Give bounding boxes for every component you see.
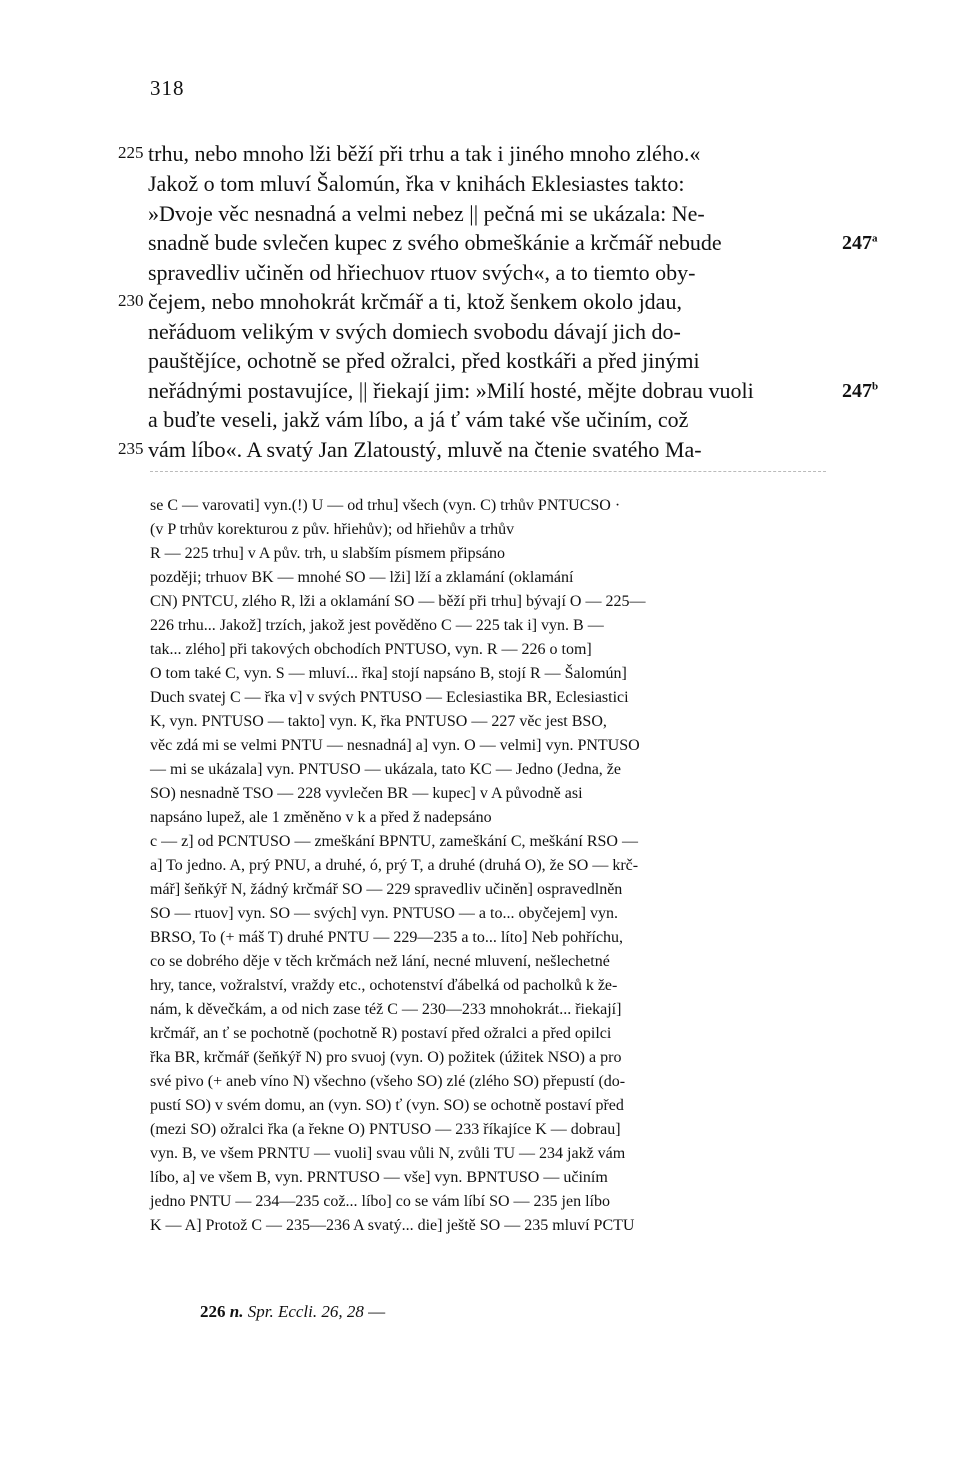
apparatus-line: SO) nesnadně TSO — 228 vyvlečen BR — kupec] v A původně asi — [150, 785, 583, 802]
apparatus-line: (mezi SO) ožralci řka (a řekne O) PNTUSO — 233 říkajíce K — dobrau] — [150, 1121, 621, 1138]
apparatus-line: nám, k děvečkám, a od nich zase též C — 230—233 mnohokrát... řiekají] — [150, 1001, 622, 1018]
main-text-line: neřádnými postavujíce, || řiekají jim: »Milí hosté, mějte dobrau vuoli — [148, 378, 754, 403]
margin-folio-suffix: a — [872, 232, 878, 245]
footnote-line-number: 226 — [200, 1302, 226, 1321]
apparatus-line: K — A] Protož C — 235—236 A svatý... die] ještě SO — 235 mluví PCTU — [150, 1217, 635, 1234]
apparatus-line: hry, tance, vožralství, vraždy etc., ochotenství ďábelká od pacholků k že- — [150, 977, 618, 994]
main-text-line: a buďte veseli, jakž vám líbo, a já ť vám také vše učiním, což — [148, 407, 689, 432]
main-text-line: vám líbo«. A svatý Jan Zlatoustý, mluvě na čtenie svatého Ma- — [148, 437, 702, 462]
apparatus-line: Duch svatej C — řka v] v svých PNTUSO — Eclesiastika BR, Eclesiastici — [150, 689, 629, 706]
footnote-reference: Spr. Eccli. 26, 28 — [247, 1302, 364, 1321]
apparatus-line: napsáno lupež, ale 1 změněno v k a před ž nadepsáno — [150, 809, 492, 826]
footnote-dash: — — [368, 1302, 386, 1321]
apparatus-line: tak... zlého] při takových obchodích PNTUSO, vyn. R — 226 o tom] — [150, 641, 592, 658]
main-text-line: spravedliv učiněn od hřiechuov rtuov svých«, a to tiemto oby- — [148, 260, 696, 285]
main-text-line: pauštějíce, ochotně se před ožralci, před kostkáři a před jinými — [148, 348, 700, 373]
main-text-line: snadně bude svlečen kupec z svého obmeškánie a krčmář nebude — [148, 230, 722, 255]
main-text-line: »Dvoje věc nesnadná a velmi nebez || pečná mi se ukázala: Ne- — [148, 201, 705, 226]
line-number-225: 225 — [118, 143, 144, 162]
apparatus-line: své pivo (+ aneb víno N) všechno (všeho SO) zlé (zlého SO) přepustí (do- — [150, 1073, 626, 1090]
apparatus-line: 226 trhu... Jakož] trzích, jakož jest pověděno C — 225 tak i] vyn. B — — [150, 617, 604, 634]
apparatus-line: později; trhuov BK — mnohé SO — lži] lží a zklamání (oklamání — [150, 569, 574, 586]
main-text-line: trhu, nebo mnoho lži běží při trhu a tak i jiného mnoho zlého.« — [148, 141, 701, 166]
line-number-235: 235 — [118, 439, 144, 458]
margin-folio-247b — [842, 380, 878, 403]
footnote — [200, 1302, 385, 1322]
apparatus-line: mář] šeňkýř N, žádný krčmář SO — 229 spravedliv učiněn] ospravedlněn — [150, 881, 623, 898]
apparatus-line: se C — varovati] vyn.(!) U — od trhu] všech (vyn. C) trhův PNTUCSO · — [150, 497, 621, 514]
apparatus-line: K, vyn. PNTUSO — takto] vyn. K, řka PNTUSO — 227 věc jest BSO, — [150, 713, 607, 730]
apparatus-line: BRSO, To (+ máš T) druhé PNTU — 229—235 a to... líto] Neb pohříchu, — [150, 929, 624, 946]
main-text-line: Jakož o tom mluví Šalomún, řka v knihách Eklesiastes takto: — [148, 171, 685, 196]
main-text-line: čejem, nebo mnohokrát krčmář a ti, ktož šenkem okolo jdau, — [148, 289, 682, 314]
apparatus-line: R — 225 trhu] v A pův. trh, u slabším písmem připsáno — [150, 545, 505, 562]
page-number: 318 — [150, 76, 185, 100]
apparatus-line: O tom také C, vyn. S — mluví... řka] stojí napsáno B, stojí R — Šalomún] — [150, 665, 627, 682]
apparatus-line: CN) PNTCU, zlého R, lži a oklamání SO — běží při trhu] bývají O — 225— — [150, 593, 646, 610]
apparatus-line: krčmář, an ť se pochotně (pochotně R) postaví před ožralci a před opilci — [150, 1025, 612, 1042]
margin-folio-number: 247 — [842, 380, 872, 402]
line-number-230: 230 — [118, 291, 144, 310]
apparatus-line: — mi se ukázala] vyn. PNTUSO — ukázala, tato KC — Jedno (Jedna, že — [150, 761, 621, 778]
apparatus-line: a] To jedno. A, prý PNU, a druhé, ó, prý T, a druhé (druhá O), že SO — krč- — [150, 857, 639, 874]
apparatus-line: pustí SO) v svém domu, an (vyn. SO) ť (vyn. SO) se ochotně postaví před — [150, 1097, 624, 1114]
margin-folio-247a — [842, 232, 878, 255]
apparatus-line: líbo, a] ve všem B, vyn. PRNTUSO — vše] vyn. BPNTUSO — učiním — [150, 1169, 608, 1186]
main-text-line: neřáduom velikým v svých domiech svobodu dávají jich do- — [148, 319, 681, 344]
footnote-abbreviation: n. — [229, 1302, 244, 1321]
apparatus-line: co se dobrého děje v těch krčmách než lání, necné mluvení, nešlechetné — [150, 953, 610, 970]
apparatus-line: SO — rtuov] vyn. SO — svých] vyn. PNTUSO — a to... obyčejem] vyn. — [150, 905, 618, 922]
apparatus-line: (v P trhův korekturou z pův. hřiehův); od hřiehův a trhův — [150, 521, 515, 538]
margin-folio-suffix: b — [872, 380, 879, 393]
apparatus-line: věc zdá mi se velmi PNTU — nesnadná] a] vyn. O — velmi] vyn. PNTUSO — [150, 737, 640, 754]
apparatus-line: vyn. B, ve všem PRNTU — vuoli] svau vůli N, zvůli TU — 234 jakž vám — [150, 1145, 626, 1162]
separator-rule — [150, 471, 826, 472]
apparatus-line: řka BR, krčmář (šeňkýř N) pro svuoj (vyn. O) požitek (úžitek NSO) a pro — [150, 1049, 622, 1066]
apparatus-line: c — z] od PCNTUSO — zmeškání BPNTU, zameškání C, meškání RSO — — [150, 833, 638, 850]
apparatus-line: jedno PNTU — 234—235 což... líbo] co se vám líbí SO — 235 jen líbo — [150, 1193, 610, 1210]
margin-folio-number: 247 — [842, 232, 872, 254]
